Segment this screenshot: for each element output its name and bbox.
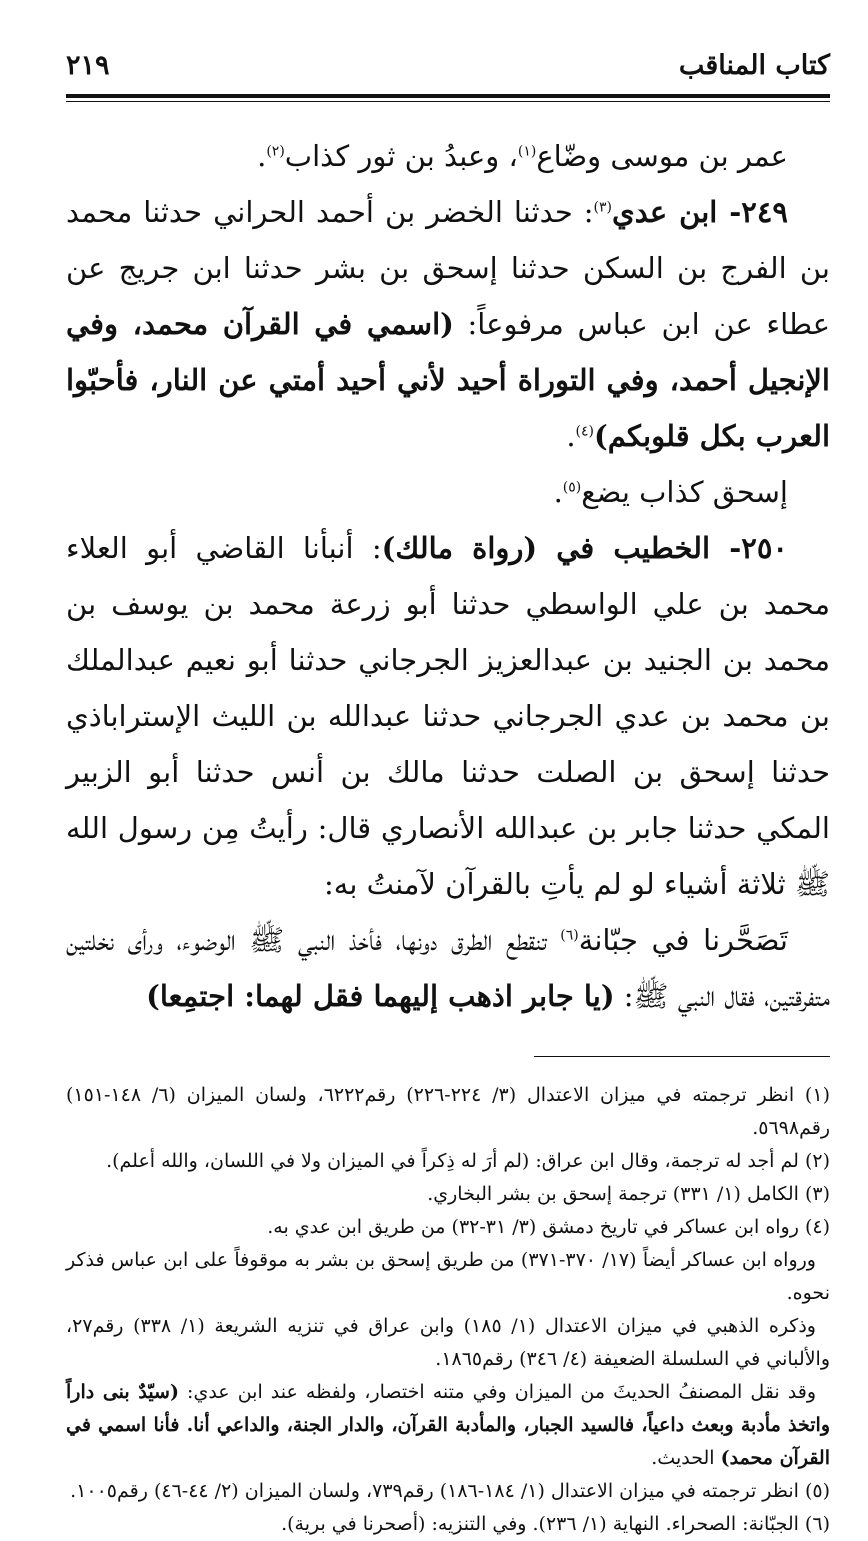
hadith-250-matn	[66, 912, 830, 1024]
header-rule-thick	[66, 94, 830, 98]
paragraph-continuation	[66, 128, 830, 184]
text-run: .	[257, 139, 267, 173]
text-run: ، وعبدُ بن ثور كذاب	[284, 139, 518, 173]
footnote-ref: (٦)	[560, 927, 579, 944]
hadith-isnad: : حدثنا الخضر بن أحمد الحراني حدثنا محمد بن الفرج بن السكن حدثنا إسحق بن بشر حدثنا ابن جريج عن عطاء عن ابن عباس مرفوعاً:	[66, 195, 830, 341]
footnote-5: (٥) انظر ترجمته في ميزان الاعتدال (١/ ١٨٤-١٨٦) رقم٧٣٩، ولسان الميزان (٢/ ٤٤-٤٦) رقم١٠٠٥.	[70, 1480, 830, 1502]
footnote-6: (٦) الجبّانة: الصحراء. النهاية (١/ ٢٣٦). وفي التنزيه: (أصحرنا في برية).	[281, 1513, 830, 1535]
main-text	[66, 128, 830, 1024]
grading-note	[66, 464, 830, 520]
text-run: تَصَحَّرنا في جبّانة	[578, 923, 789, 957]
text-run: .	[566, 419, 576, 453]
header-rule-thin	[66, 101, 830, 102]
footnotes	[66, 1079, 830, 1541]
footnote-ref: (٣)	[593, 199, 612, 216]
hadith-249	[66, 184, 830, 464]
footnote-4-continued: ورواه ابن عساكر أيضاً (١٧/ ٣٧٠-٣٧١) من طريق إسحق بن بشر به موقوفاً على ابن عباس فذكر نحوه.	[66, 1249, 830, 1304]
text-run: وقد نقل المصنفُ الحديثَ من الميزان وفي متنه اختصار، ولفظه عند ابن عدي:	[178, 1381, 816, 1403]
hadith-quote: (يا جابر اذهب إليهما فقل لهما: اجتمِعا)	[146, 979, 615, 1013]
hadith-250	[66, 520, 830, 912]
quoted-text: (سيّدٌ بنى داراً واتخذ مأدبة وبعث داعياً، فالسيد الجبار، والمأدبة القرآن، والدار الجنة، والداعي أنا. فأنا اسمي في القرآن محمد)	[66, 1381, 830, 1469]
hadith-matn: (اسمي في القرآن محمد، وفي الإنجيل أحمد، وفي التوراة أحيد لأني أحيد أمتي عن النار، فأحبّوا العرب بكل قلوبكم)	[66, 307, 830, 453]
running-header	[66, 44, 830, 88]
footnote-ref: (٥)	[562, 479, 582, 496]
footnote-ref: (١)	[517, 143, 537, 160]
footnote-separator	[534, 1056, 830, 1057]
footnote-4-continued	[66, 1376, 830, 1475]
hadith-isnad: : أنبأنا القاضي أبو العلاء محمد بن علي الواسطي حدثنا أبو زرعة محمد بن يوسف بن محمد بن الجنيد بن عبدالعزيز الجرجاني حدثنا أبو نعيم عبدالملك بن محمد بن عدي الجرجاني حدثنا عبدالله بن الليث الإستراباذي حدثنا إسحق بن الصلت حدثنا مالك بن أنس حدثنا أبو الزبير المكي حدثنا جابر بن عبدالله الأنصاري قال: رأيتُ مِن رسول الله ﷺ ثلاثة أشياء لو لم يأتِ بالقرآن لآمنتُ به:	[66, 531, 830, 901]
footnote-3: (٣) الكامل (١/ ٣٣١) ترجمة إسحق بن بشر البخاري.	[427, 1183, 830, 1205]
hadith-source: ابن عدي	[612, 195, 718, 229]
book-title: كتاب المناقب	[678, 50, 830, 81]
text-run: تنقطع الطرق دونها، فأخذ النبي ﷺ الوضوء، ورأى نخلتين متفرقتين، فقال النبي ﷺ:	[66, 923, 830, 1013]
footnote-ref: (٤)	[575, 423, 595, 440]
text-run: .	[553, 475, 563, 509]
page-number: ٢١٩	[66, 50, 110, 81]
footnote-4-continued: وذكره الذهبي في ميزان الاعتدال (١/ ١٨٥) وابن عراق في تنزيه الشريعة (١/ ٣٣٨) رقم٢٧، والألباني في السلسلة الضعيفة (٤/ ٣٤٦) رقم١٨٦٥.	[66, 1315, 830, 1370]
footnote-4: (٤) رواه ابن عساكر في تاريخ دمشق (٣/ ٣١-٣٢) من طريق ابن عدي به.	[267, 1216, 830, 1238]
hadith-number: ٢٥٠-	[710, 531, 788, 565]
text-run: الحديث.	[651, 1447, 721, 1469]
footnote-1: (١) انظر ترجمته في ميزان الاعتدال (٣/ ٢٢٤-٢٢٦) رقم٦٢٢٢، ولسان الميزان (٦/ ١٤٨-١٥١) رقم٥٦٩٨.	[66, 1084, 830, 1139]
hadith-number: ٢٤٩-	[717, 195, 788, 229]
footnote-ref: (٢)	[266, 143, 285, 160]
footnote-2: (٢) لم أجد له ترجمة، وقال ابن عراق: (لم أرَ له ذِكراً في الميزان ولا في اللسان، والله أعلم).	[106, 1150, 830, 1172]
text-run: إسحق كذاب يضع	[581, 475, 788, 509]
text-run: عمر بن موسى وضّاع	[536, 139, 788, 173]
hadith-source: الخطيب في (رواة مالك)	[381, 531, 711, 565]
